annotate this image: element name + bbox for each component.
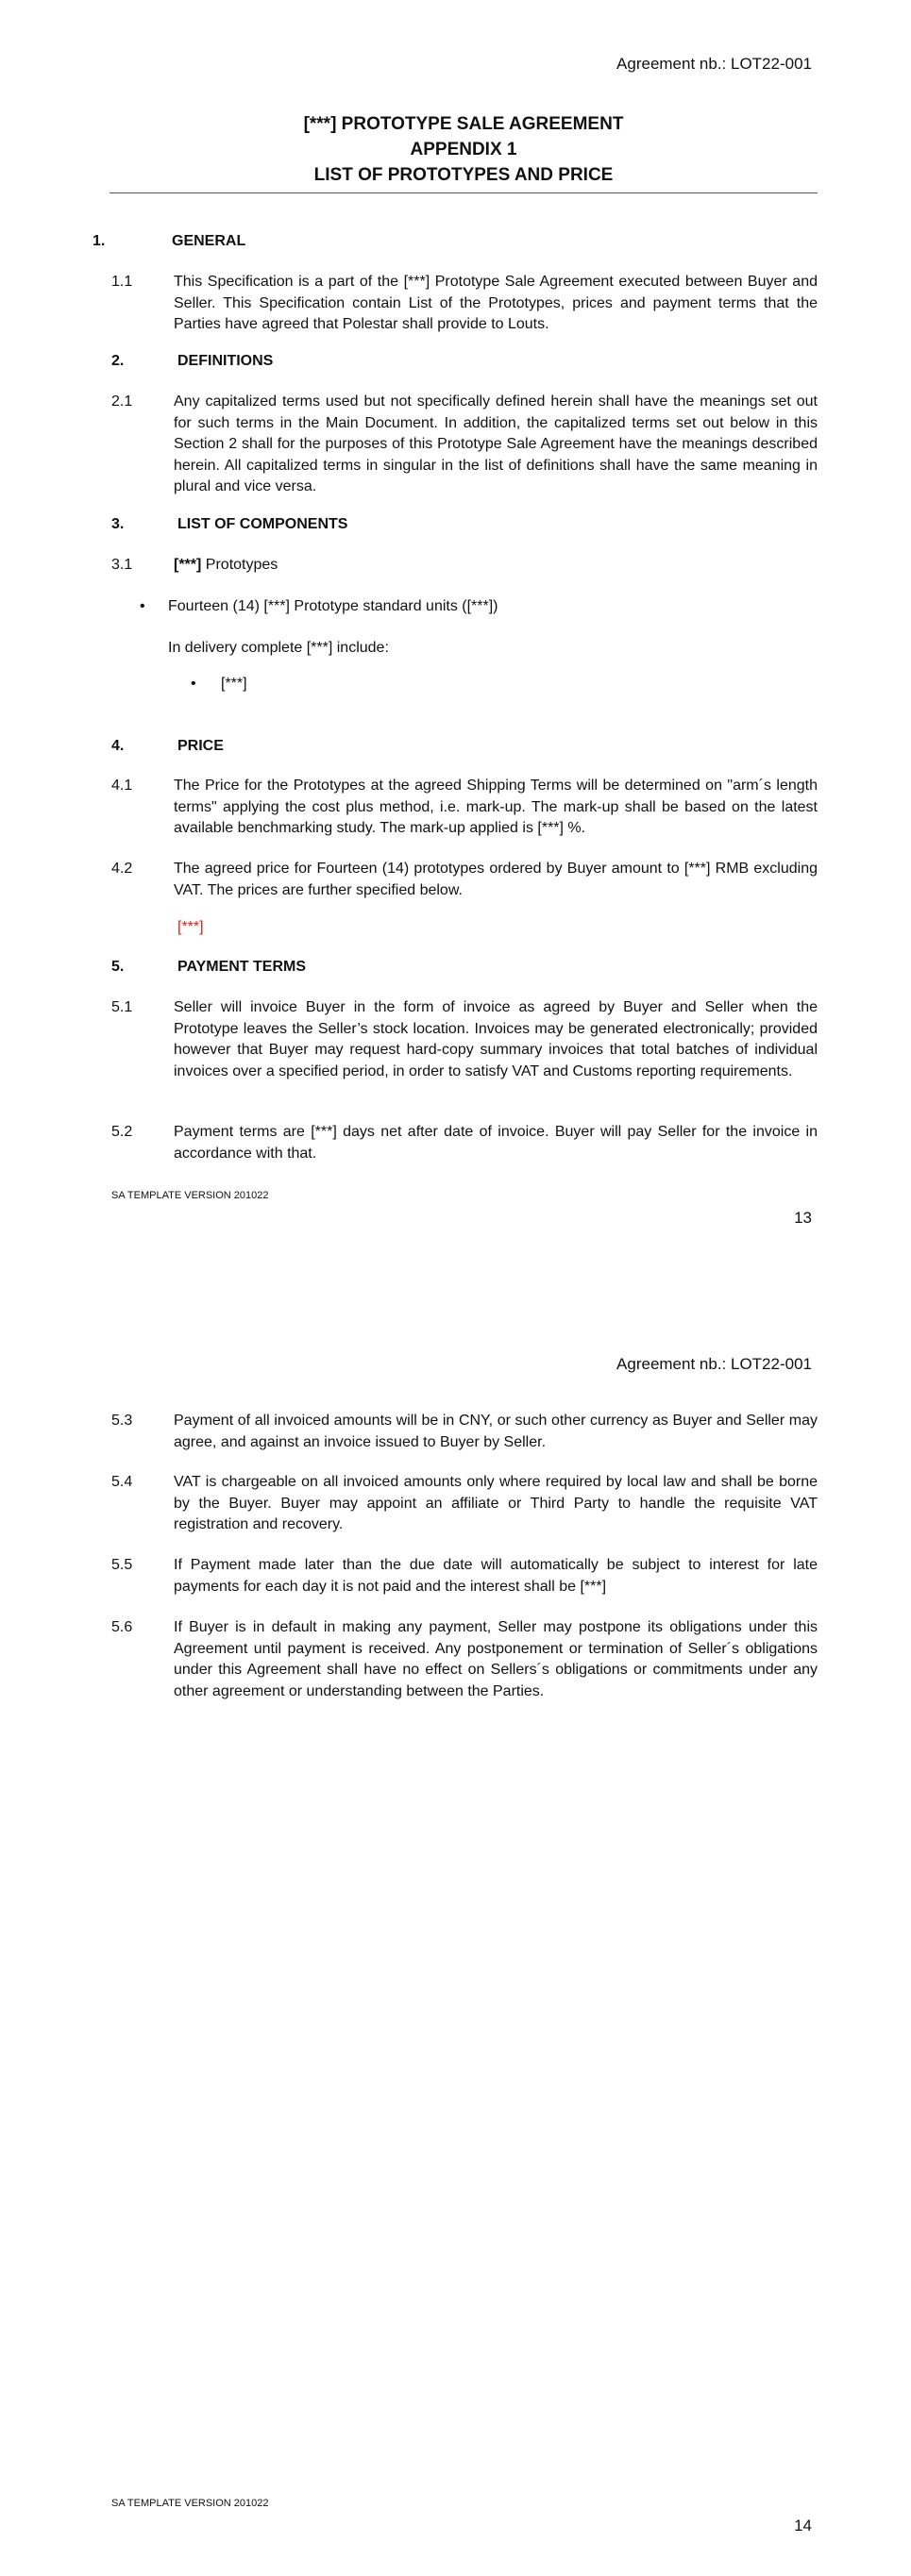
section-label: PRICE bbox=[177, 738, 224, 754]
clause-2-1 bbox=[111, 392, 818, 498]
clause-number: 3.1 bbox=[111, 557, 133, 573]
section-label: PAYMENT TERMS bbox=[177, 959, 307, 975]
clause-number: 5.6 bbox=[111, 1619, 133, 1635]
price-placeholder: [***] bbox=[177, 919, 204, 935]
clause-5-6 bbox=[111, 1617, 818, 1702]
clause-number: 5.2 bbox=[111, 1124, 133, 1140]
section-number: 1. bbox=[93, 233, 106, 249]
title-line-3: LIST OF PROTOTYPES AND PRICE bbox=[313, 165, 614, 185]
clause-3-1 bbox=[111, 555, 818, 577]
document-title bbox=[110, 111, 818, 188]
clause-number: 1.1 bbox=[111, 274, 133, 290]
clause-5-5 bbox=[111, 1555, 818, 1597]
agreement-number: Agreement nb.: LOT22-001 bbox=[616, 1355, 812, 1373]
clause-5-3 bbox=[111, 1411, 818, 1453]
clause-bold-text: [***] bbox=[174, 557, 202, 573]
clause-4-1 bbox=[111, 776, 818, 840]
document-page-14 bbox=[0, 1307, 911, 2576]
clause-text: Seller will invoice Buyer in the form of invoice as agreed by Buyer and Seller when the Prototype leaves the Seller’s stock location. Invoices may be generated electronically; provided however that Buyer may request hard-copy summary invoices that total batches of individual invoices over a specified period, in order to satisfy VAT and Customs reporting requirements. bbox=[174, 999, 818, 1079]
page-number: 13 bbox=[794, 1209, 812, 1227]
clause-5-2 bbox=[111, 1122, 818, 1164]
clause-text: Any capitalized terms used but not specifically defined herein shall have the meanings set out for such terms in the Main Document. In addition, the capitalized terms set out below in this Section 2 shall for the purposes of this Prototype Sale Agreement have the meanings described herein. All capitalized terms in singular in the list of definitions shall have the same meaning in plural and vice versa. bbox=[174, 393, 818, 494]
clause-5-4 bbox=[111, 1472, 818, 1536]
bullet-icon: • bbox=[191, 676, 196, 692]
delivery-intro-text: In delivery complete [***] include: bbox=[168, 640, 389, 656]
clause-4-2 bbox=[111, 859, 818, 901]
section-label: GENERAL bbox=[172, 233, 246, 249]
section-number: 5. bbox=[111, 959, 125, 975]
clause-text: Payment of all invoiced amounts will be in CNY, or such other currency as Buyer and Seller may agree, and against an invoice issued to Buyer by Seller. bbox=[174, 1413, 818, 1450]
section-label: DEFINITIONS bbox=[177, 353, 274, 369]
clause-text: If Payment made later than the due date will automatically be subject to interest for late payments for each day it is not paid and the interest shall be [***] bbox=[174, 1557, 818, 1595]
footer-template-version: SA TEMPLATE VERSION 201022 bbox=[111, 1190, 269, 1201]
clause-5-1 bbox=[111, 997, 818, 1082]
clause-text: VAT is chargeable on all invoiced amounts only where required by local law and shall be borne by the Buyer. Buyer may appoint an affiliate or Third Party to handle the requisite VAT registration and recovery. bbox=[174, 1474, 818, 1532]
bullet-text: Fourteen (14) [***] Prototype standard units ([***]) bbox=[168, 598, 498, 614]
clause-text: The Price for the Prototypes at the agreed Shipping Terms will be determined on "arm´s length terms" applying the cost plus method, i.e. mark-up. The mark-up shall be based on the latest available benchmarking study. The mark-up applied is [***] %. bbox=[174, 778, 818, 836]
bullet-text: [***] bbox=[221, 676, 247, 692]
clause-1-1 bbox=[111, 272, 818, 336]
clause-number: 4.2 bbox=[111, 861, 133, 877]
clause-text bbox=[174, 555, 818, 577]
title-divider bbox=[110, 192, 818, 193]
clause-text: This Specification is a part of the [***] Prototype Sale Agreement executed between Buyer and Seller. This Specification contain List of the Prototypes, prices and payment terms that the Parties have agreed that Polestar shall provide to Louts. bbox=[174, 274, 818, 332]
footer-template-version: SA TEMPLATE VERSION 201022 bbox=[111, 2498, 269, 2509]
clause-plain-text: Prototypes bbox=[201, 557, 278, 573]
clause-number: 5.4 bbox=[111, 1474, 133, 1490]
title-line-1: [***] PROTOTYPE SALE AGREEMENT bbox=[303, 114, 624, 134]
clause-text: If Buyer is in default in making any payment, Seller may postpone its obligations under this Agreement until payment is received. Any postponement or termination of Seller´s obligations under this Agreement shall have no effect on Sellers´s obligations or commitments under any other agreement or understanding between the Parties. bbox=[174, 1619, 818, 1699]
clause-text: Payment terms are [***] days net after date of invoice. Buyer will pay Seller for the invoice in accordance with that. bbox=[174, 1124, 818, 1162]
section-number: 4. bbox=[111, 738, 125, 754]
clause-number: 5.1 bbox=[111, 999, 133, 1015]
document-page-13 bbox=[0, 0, 911, 1283]
agreement-number: Agreement nb.: LOT22-001 bbox=[616, 55, 812, 73]
section-number: 3. bbox=[111, 516, 125, 532]
page-number: 14 bbox=[794, 2517, 812, 2534]
clause-text: The agreed price for Fourteen (14) prototypes ordered by Buyer amount to [***] RMB excluding VAT. The prices are further specified below. bbox=[174, 861, 818, 898]
clause-number: 4.1 bbox=[111, 778, 133, 794]
clause-number: 2.1 bbox=[111, 393, 133, 410]
title-line-2: APPENDIX 1 bbox=[410, 140, 517, 159]
clause-number: 5.5 bbox=[111, 1557, 133, 1573]
bullet-icon: • bbox=[140, 598, 145, 614]
clause-number: 5.3 bbox=[111, 1413, 133, 1429]
section-number: 2. bbox=[111, 353, 125, 369]
section-label: LIST OF COMPONENTS bbox=[177, 516, 348, 532]
